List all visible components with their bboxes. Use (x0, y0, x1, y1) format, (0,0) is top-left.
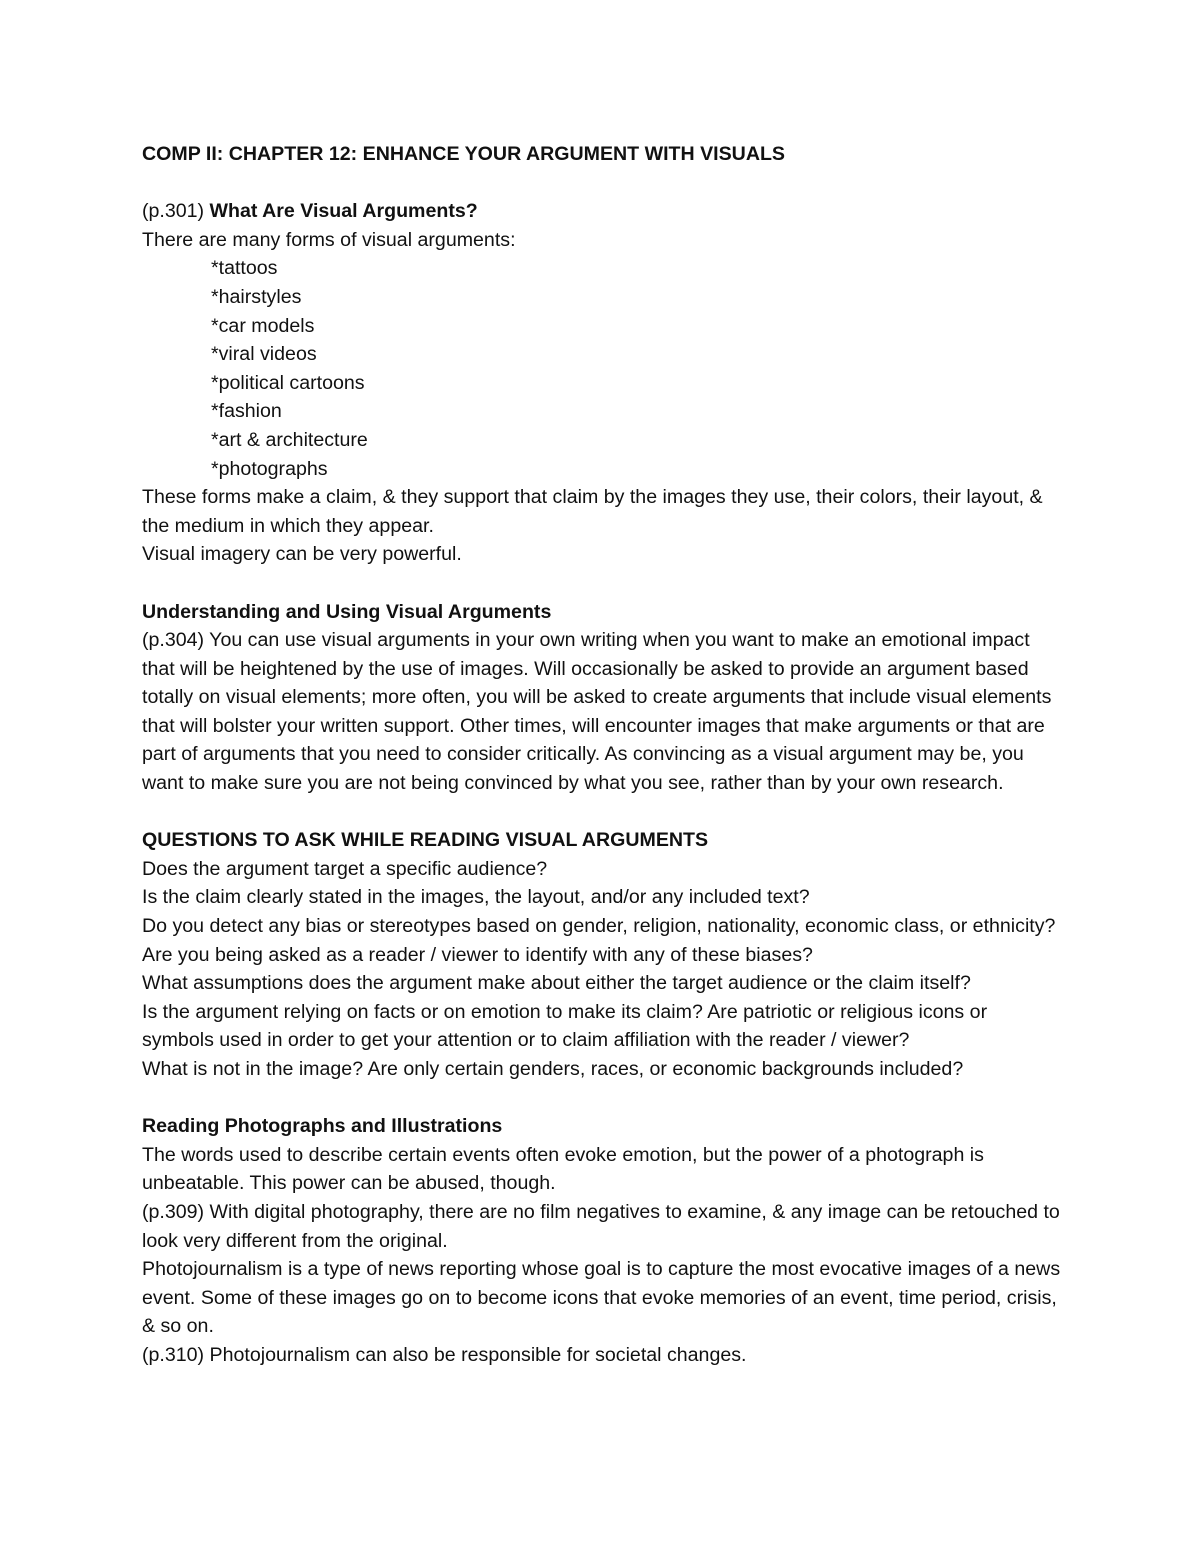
section-heading-visual-arguments (142, 197, 1062, 226)
section-title: Reading Photographs and Illustrations (142, 1115, 503, 1138)
page-reference: (p.301) (142, 200, 210, 223)
list-item: *tattoos (211, 257, 278, 280)
blank-line (142, 169, 1062, 198)
section-title: What Are Visual Arguments? (209, 200, 478, 223)
section-title: Understanding and Using Visual Arguments (142, 600, 552, 623)
question-line: Is the claim clearly stated in the images, the layout, and/or any included text? (142, 886, 810, 909)
section-intro: There are many forms of visual arguments: (142, 228, 516, 251)
section-title: QUESTIONS TO ASK WHILE READING VISUAL ARGUMENTS (142, 829, 709, 852)
paragraph: (p.309) With digital photography, there are no film negatives to examine, & any image can be retouched to look very different from the original. (142, 1200, 1060, 1252)
question-line: Is the argument relying on facts or on emotion to make its claim? Are patriotic or religious icons or symbols used in order to get your attention or to claim affiliation with the reader / viewer? (142, 1000, 988, 1052)
list-item: *hairstyles (211, 285, 302, 308)
paragraph: The words used to describe certain events often evoke emotion, but the power of a photograph is unbeatable. This power can be abused, though. (142, 1143, 984, 1195)
paragraph: These forms make a claim, & they support that claim by the images they use, their colors, their layout, & the medium in which they appear. (142, 486, 1043, 537)
paragraph: Visual imagery can be very powerful. (142, 543, 462, 566)
paragraph: Photojournalism is a type of news reporting whose goal is to capture the most evocative images of a news event. Some of these images go on to become icons that evoke memories of an event, time period, crisis, & so on. (142, 1258, 1061, 1338)
question-line: Do you detect any bias or stereotypes based on gender, religion, nationality, economic class, or ethnicity? Are you being asked as a reader / viewer to identify with any of these biases? (142, 915, 1056, 966)
blank-line (142, 569, 1062, 598)
question-line: What assumptions does the argument make about either the target audience or the claim itself? (142, 972, 971, 995)
blank-line (142, 798, 1062, 827)
list-item: *photographs (211, 457, 328, 480)
list-item: *political cartoons (211, 371, 365, 394)
blank-line (142, 1084, 1062, 1113)
document-title: COMP II: CHAPTER 12: ENHANCE YOUR ARGUMENT WITH VISUALS (142, 143, 786, 165)
paragraph: (p.304) You can use visual arguments in your own writing when you want to make an emotional impact that will be heightened by the use of images. Will occasionally be asked to provide an argument based totally on visual elements; more often, you will be asked to create arguments that include visual elements that will bolster your written support. Other times, will encounter images that make arguments or that are part of arguments that you need to consider critically. As convincing as a visual argument may be, you want to make sure you are not being convinced by what you see, rather than by your own research. (142, 629, 1052, 795)
list-item: *car models (211, 314, 315, 337)
document-page (142, 140, 1062, 1370)
list-item: *fashion (211, 400, 282, 423)
list-item: *art & architecture (211, 428, 368, 451)
paragraph: (p.310) Photojournalism can also be responsible for societal changes. (142, 1343, 747, 1366)
question-line: Does the argument target a specific audience? (142, 857, 548, 880)
question-line: What is not in the image? Are only certain genders, races, or economic backgrounds included? (142, 1058, 964, 1080)
list-item: *viral videos (211, 343, 317, 366)
